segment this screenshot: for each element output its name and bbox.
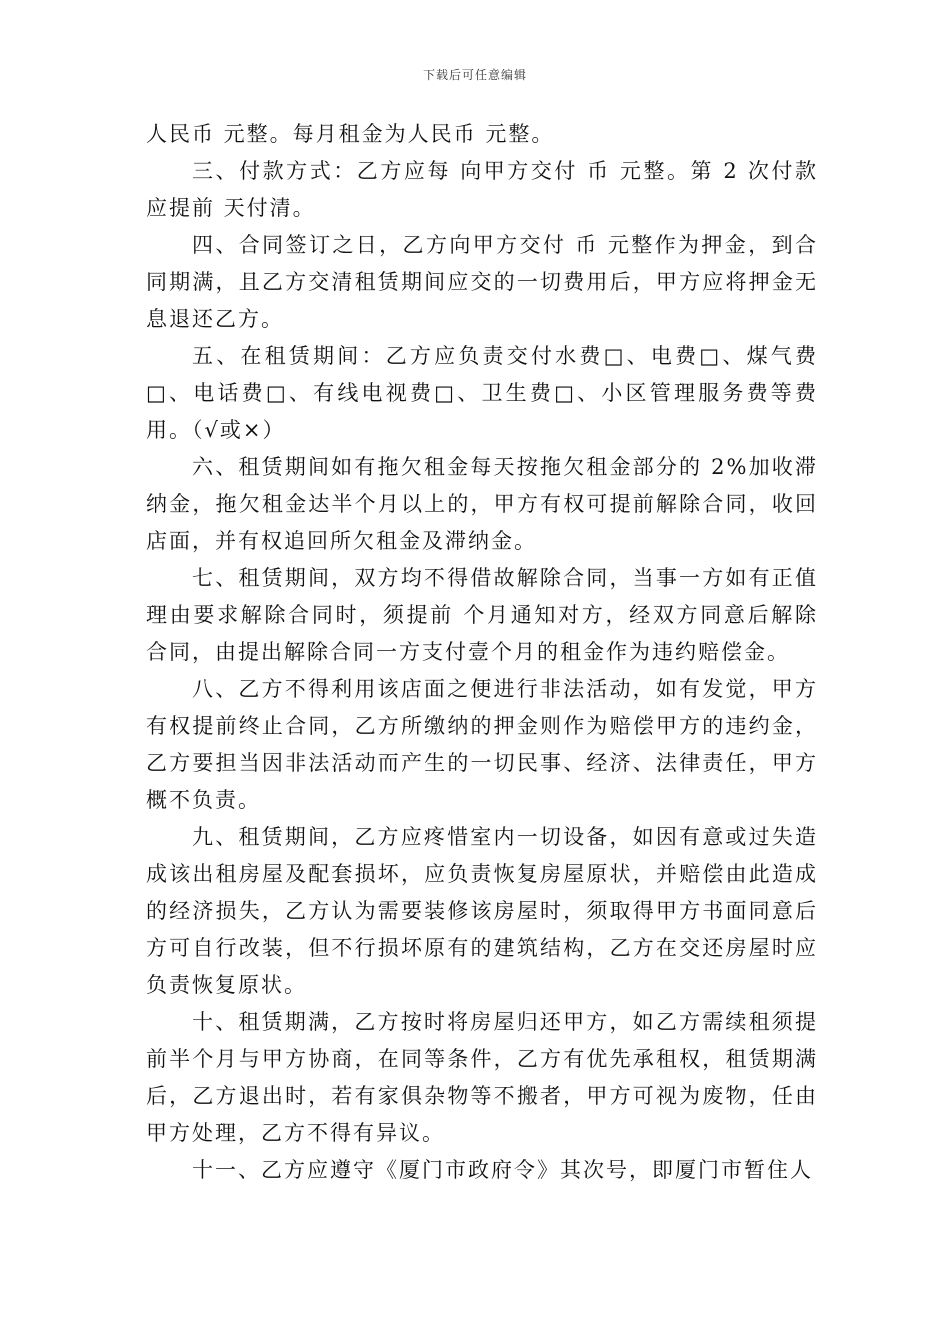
paragraph-clause-4-deposit: 四、合同签订之日，乙方向甲方交付 币 元整作为押金，到合同期满，且乙方交清租赁期间应交的一切费用后，甲方应将押金无息退还乙方。: [146, 233, 818, 331]
paragraph-clause-11-regulations: 十一、乙方应遵守《厦门市政府令》其次号，即厦门市暂住人: [192, 1158, 813, 1182]
paragraph-clause-9-equipment: 九、租赁期间，乙方应疼惜室内一切设备，如因有意或过失造成该出租房屋及配套损坏，应负责恢复房屋原状，并赔偿由此造成的经济损失，乙方认为需要装修该房屋时，须取得甲方书面同意后方可自行改装，但不行损坏原有的建筑结构，乙方在交还房屋时应负责恢复原状。: [146, 825, 818, 997]
paragraph-clause-5-fees: 五、在租赁期间：乙方应负责交付水费□、电费□、煤气费□、电话费□、有线电视费□、卫生费□、小区管理服务费等费用。（√或×）: [146, 344, 818, 442]
paragraph-clause-7-termination: 七、租赁期间，双方均不得借故解除合同，当事一方如有正值理由要求解除合同时，须提前 个月通知对方，经双方同意后解除合同，由提出解除合同一方支付壹个月的租金作为违约赔偿金。: [146, 566, 818, 664]
document-body: [146, 116, 818, 1189]
paragraph-clause-6-late-fee: 六、租赁期间如有拖欠租金每天按拖欠租金部分的 2%加收滞纳金，拖欠租金达半个月以上的，甲方有权可提前解除合同，收回店面，并有权追回所欠租金及滞纳金。: [146, 455, 818, 553]
paragraph-rent-amount: 人民币 元整。每月租金为人民币 元整。: [146, 122, 555, 146]
page-header: 下载后可任意编辑: [422, 68, 527, 82]
paragraph-clause-3-payment: 三、付款方式：乙方应每 向甲方交付 币 元整。第 2 次付款应提前 天付清。: [146, 159, 818, 220]
paragraph-clause-8-illegal-activity: 八、乙方不得利用该店面之便进行非法活动，如有发觉，甲方有权提前终止合同，乙方所缴纳的押金则作为赔偿甲方的违约金，乙方要担当因非法活动而产生的一切民事、经济、法律责任，甲方概不负责。: [146, 677, 818, 812]
paragraph-clause-10-expiry: 十、租赁期满，乙方按时将房屋归还甲方，如乙方需续租须提前半个月与甲方协商，在同等条件，乙方有优先承租权，租赁期满后，乙方退出时，若有家俱杂物等不搬者，甲方可视为废物，任由甲方处理，乙方不得有异议。: [146, 1010, 818, 1145]
